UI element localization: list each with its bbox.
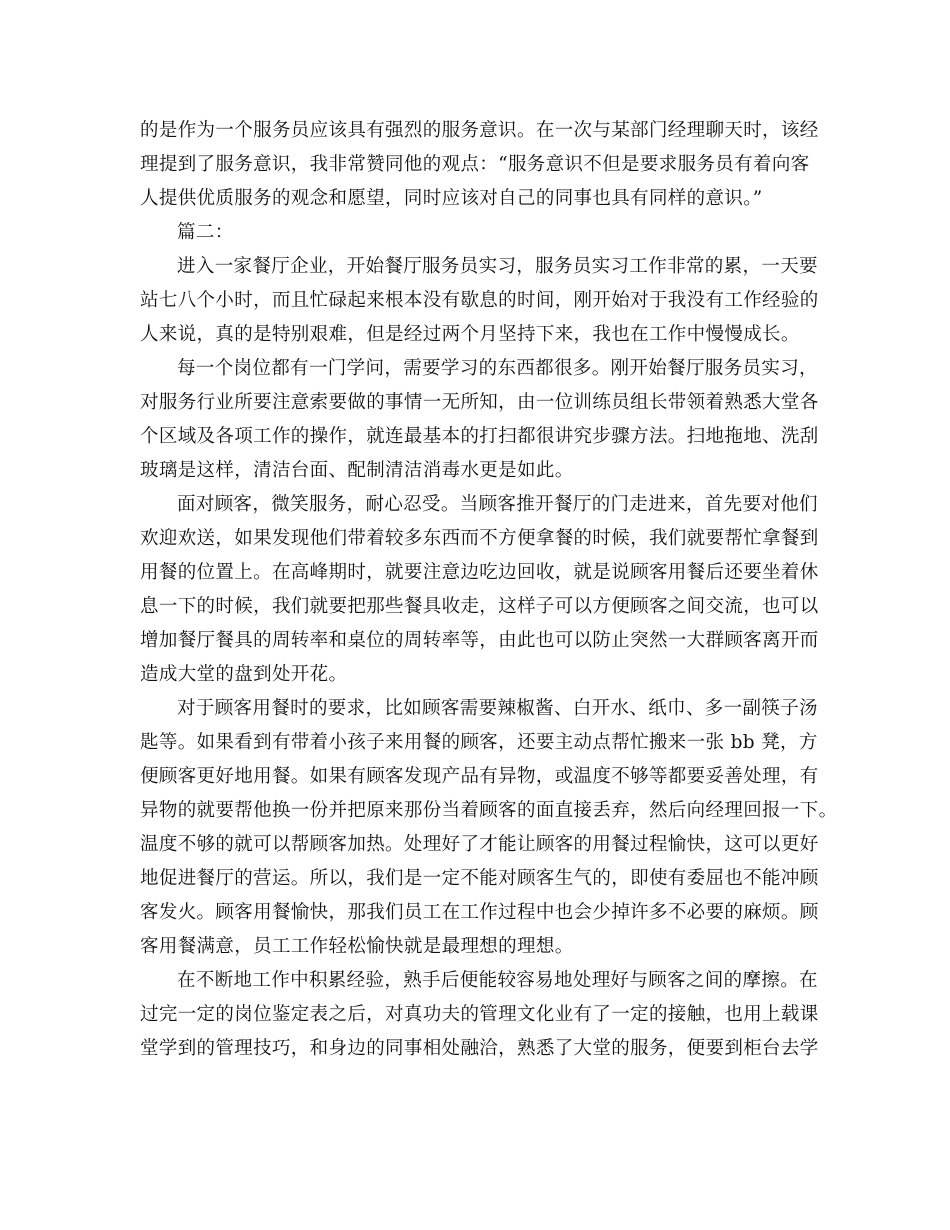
text-line: 增加餐厅餐具的周转率和桌位的周转率等，由此也可以防止突然一大群顾客离开而 <box>140 630 819 651</box>
text-line: 对于顾客用餐时的要求，比如顾客需要辣椒酱、白开水、纸巾、多一副筷子汤 <box>177 698 818 719</box>
text-line: 站七八个小时，而且忙碌起来根本没有歇息的时间，刚开始对于我没有工作经验的 <box>140 290 819 311</box>
text-line: 用餐的位置上。在高峰期时，就要注意边吃边回收，就是说顾客用餐后还要坐着休 <box>140 562 819 583</box>
text-line: 进入一家餐厅企业，开始餐厅服务员实习，服务员实习工作非常的累，一天要 <box>177 256 818 277</box>
text-line: 对服务行业所要注意索要做的事情一无所知，由一位训练员组长带领着熟悉大堂各 <box>140 392 819 413</box>
text-line: 每一个岗位都有一门学问，需要学习的东西都很多。刚开始餐厅服务员实习， <box>177 358 818 379</box>
text-line: 玻璃是这样，清洁台面、配制清洁消毒水更是如此。 <box>140 460 574 481</box>
text-line: 息一下的时候，我们就要把那些餐具收走，这样子可以方便顾客之间交流，也可以 <box>140 596 819 617</box>
text-line: 欢迎欢送，如果发现他们带着较多东西而不方便拿餐的时候，我们就要帮忙拿餐到 <box>140 528 819 549</box>
text-line: 温度不够的就可以帮顾客加热。处理好了才能让顾客的用餐过程愉快，这可以更好 <box>140 834 819 855</box>
text-line: 匙等。如果看到有带着小孩子来用餐的顾客，还要主动点帮忙搬来一张 bb 凳，方 <box>140 732 818 753</box>
text-line: 造成大堂的盘到处开花。 <box>140 664 348 685</box>
text-line: 在不断地工作中积累经验，熟手后便能较容易地处理好与顾客之间的摩擦。在 <box>177 970 818 991</box>
text-line: 人提供优质服务的观念和愿望，同时应该对自己的同事也具有同样的意识。” <box>140 188 763 209</box>
text-line: 便顾客更好地用餐。如果有顾客发现产品有异物，或温度不够等都要妥善处理，有 <box>140 766 819 787</box>
text-line: 人来说，真的是特别艰难，但是经过两个月坚持下来，我也在工作中慢慢成长。 <box>140 324 800 345</box>
text-line: 个区域及各项工作的操作，就连最基本的打扫都很讲究步骤方法。扫地拖地、洗刮 <box>140 426 819 447</box>
text-line: 地促进餐厅的营运。所以，我们是一定不能对顾客生气的，即使有委屈也不能冲顾 <box>140 868 819 889</box>
text-line: 面对顾客，微笑服务，耐心忍受。当顾客推开餐厅的门走进来，首先要对他们 <box>177 494 818 515</box>
text-line: 理提到了服务意识，我非常赞同他的观点：“服务意识不但是要求服务员有着向客 <box>140 154 810 175</box>
section-heading: 篇二： <box>177 222 234 243</box>
text-line: 异物的就要帮他换一份并把原来那份当着顾客的面直接丢弃，然后向经理回报一下。 <box>140 800 838 821</box>
text-line: 客发火。顾客用餐愉快，那我们员工在工作过程中也会少掉许多不必要的麻烦。顾 <box>140 902 819 923</box>
text-line: 过完一定的岗位鉴定表之后，对真功夫的管理文化业有了一定的接触，也用上载课 <box>140 1004 819 1025</box>
text-line: 堂学到的管理技巧，和身边的同事相处融洽，熟悉了大堂的服务，便要到柜台去学 <box>140 1038 819 1059</box>
text-line: 客用餐满意，员工工作轻松愉快就是最理想的理想。 <box>140 936 574 957</box>
text-line: 的是作为一个服务员应该具有强烈的服务意识。在一次与某部门经理聊天时，该经 <box>140 120 819 141</box>
